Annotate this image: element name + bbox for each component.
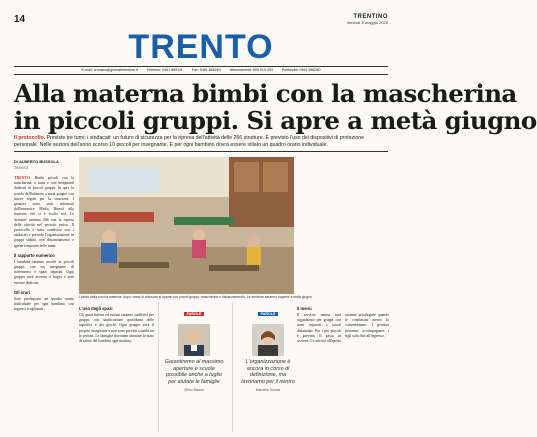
byline: DI ALBERTO BUSSOLA: [14, 159, 59, 164]
portrait-photo: [252, 324, 284, 356]
contact-email: E-mail: cronaca@giornaletrentino.it: [81, 68, 138, 72]
quote-tag: PAROLE: [258, 312, 279, 316]
quote-box: [232, 302, 303, 432]
person-icon: [178, 324, 210, 356]
portrait-photo: [178, 324, 210, 356]
quote-author: Mirko Bisesti: [184, 388, 204, 393]
body-paragraph: Bimbi piccoli con la mascherina, a turni e con insegnanti dedicati in piccoli gruppi. Si apre la scuola dell'infanzia a metà giugno con nuove regole per la sicurezza. I genitori sono stati informati dall'assessore Mirko Bisesti alla riunione che si è svolta ieri. Le strutture saranno 266 con la ripresa delle attività nel periodo estivo. Il protocollo è stato condiviso con i sindacati e prevede l'organizzazione in gruppi stabili, con distanziamento e igiene frequente delle mani.: [14, 176, 74, 248]
body-paragraph: Gli spazi interni ed esterni saranno suddivisi per gruppi, con sanificazione quotidiana delle superfici e dei giochi. Ogni gruppo avrà il proprio insegnante e non sono previsti scambi tra le sezioni. Le famiglie dovranno attestare lo stato di salute dei bambini ogni mattina.: [79, 313, 154, 344]
section-title: TRENTO: [128, 28, 274, 66]
subhead: Gli orari: [14, 289, 31, 295]
quote-author: Marcella Tomasi: [255, 388, 281, 393]
body-paragraph: Sarà predisposto un quadro orario individuale per ogni bambino, con ingressi scaglionati.: [14, 296, 74, 312]
subhead: Il menù: [297, 306, 312, 311]
brand-logo: TRENTINO: [353, 14, 388, 20]
article-summary: [14, 135, 388, 149]
article-photo: [79, 157, 294, 294]
headline: [14, 79, 537, 135]
page-number: 14: [14, 14, 26, 25]
contact-phone: Telefono: 0461.885111: [146, 68, 183, 72]
summary-text: Previste tre turni; i sindacati: un futuro di sicurezza per la ripresa dell'attività delle 266 strutture. È previsto l'uso dei dispositivi di protezione personale. Nelle sezioni dell'anno scorso 10 piccoli per insegnante. E per ogni bambino dovrà essere stilato un quadro orario individuale.: [14, 135, 364, 148]
quote-text: Garantiremo al massimo aperture e scuole possibile anche a luglio per aiutare le famiglie: [164, 359, 224, 385]
headline-line: in piccoli gruppi. Si apre a metà giugno: [14, 106, 537, 135]
summary-lead: Il protocollo.: [14, 135, 46, 141]
headline-line: Alla materna bimbi con la mascherina: [14, 79, 517, 108]
subhead: Il rapporto numerico: [14, 252, 55, 258]
contact-advertising: Pubblicità: 0461.986280: [281, 68, 321, 72]
dateline: TRENTO: [14, 166, 29, 170]
body-paragraph: I bambini saranno accolti in piccoli gruppi, con un insegnante di riferimento e spazi separati. Ogni gruppo avrà accesso a bagni e aree esterne dedicate.: [14, 259, 74, 285]
right-column: [297, 302, 389, 432]
body-lead: TRENTO.: [14, 176, 31, 180]
issue-date: Venerdì 8 maggio 2020: [346, 20, 388, 25]
contact-strip: [14, 66, 388, 75]
masthead-brand: [347, 14, 388, 25]
quote-tag: PAROLE: [184, 312, 205, 316]
divider: [14, 151, 388, 152]
quote-text: L'organizzazione è ancora in corso di definizione, ma lavoriamo per il rientro: [241, 359, 295, 385]
body-text: [14, 176, 74, 249]
subhead: L'uso degli spazi: [79, 306, 113, 311]
contact-fax: Fax: 0461.886263: [191, 68, 221, 72]
person-icon: [252, 324, 284, 356]
photo-caption: I bimbi della scuola materna: dopo i mesi di chiusura si riparte con piccoli gruppi, mascherine e distanziamento. Le strutture saranno riaperte a metà giugno: [79, 295, 312, 299]
body-paragraph: Il servizio mensa sarà organizzato per gruppi con turni separati e tavoli distanziati. Per i più piccoli è previsto il pasto in sezione. Le attività all'aperto saranno privilegiate quando le condizioni meteo lo consentiranno. I genitori potranno accompagnare i figli solo fino all'ingresso.: [297, 313, 389, 344]
middle-column: [79, 302, 154, 432]
quote-box: [158, 302, 229, 432]
contact-subscriptions: Abbonamenti: 800.010.333: [229, 68, 273, 72]
left-column: [14, 157, 74, 432]
classroom-photo-illustration: [79, 157, 294, 294]
